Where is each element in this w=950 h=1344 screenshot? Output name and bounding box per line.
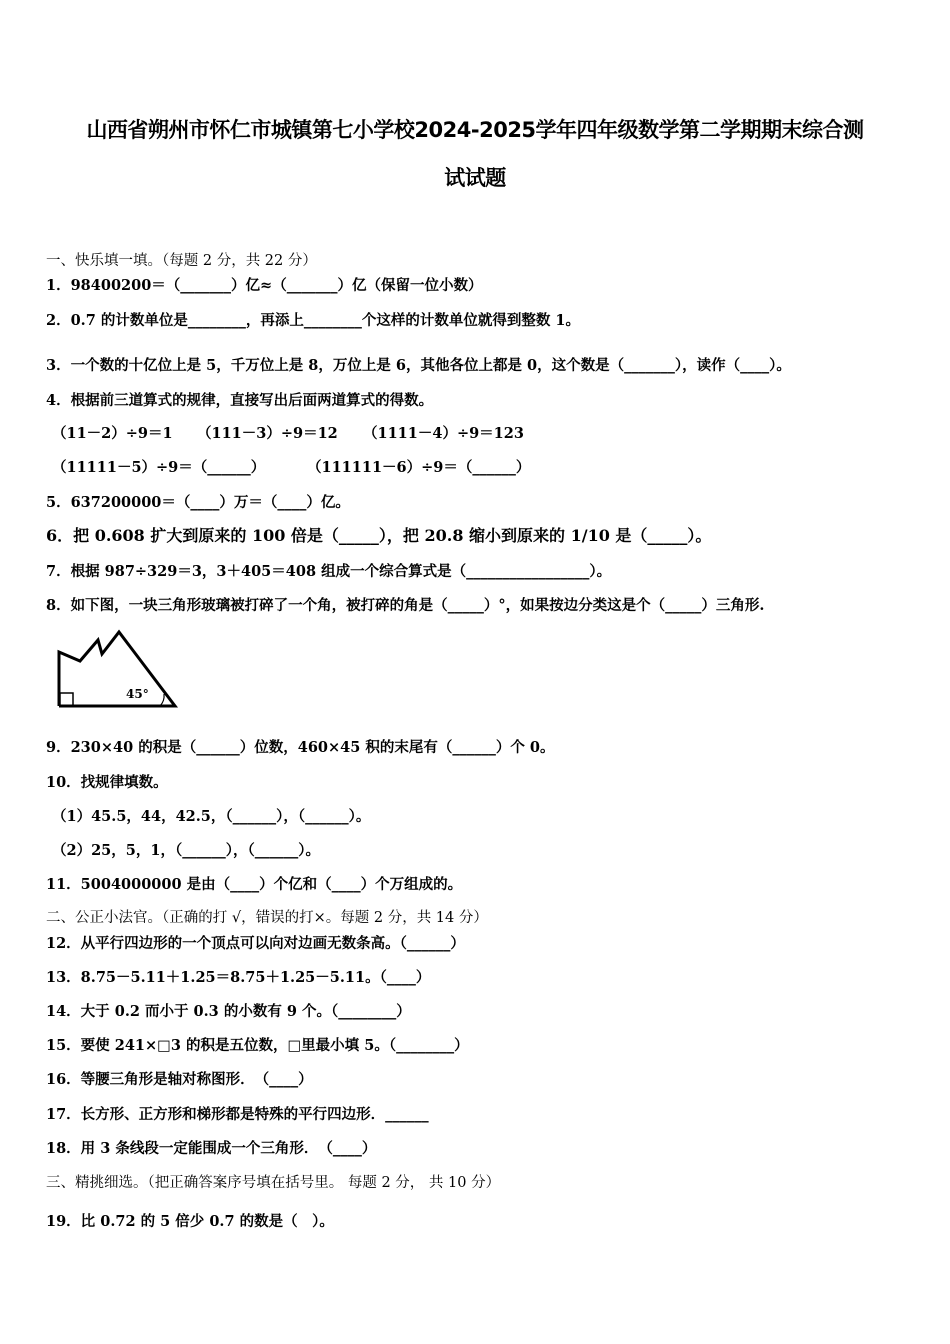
question-12: 12．从平行四边形的一个顶点可以向对边画无数条高。（______） <box>46 935 465 952</box>
broken-triangle-outline <box>59 632 175 706</box>
question-17: 17．长方形、正方形和梯形都是特殊的平行四边形．______ <box>46 1106 429 1123</box>
angle-label: 45° <box>126 687 149 701</box>
question-11: 11．5004000000 是由（____）个亿和（____）个万组成的。 <box>46 876 463 893</box>
title-line-1: 山西省朔州市怀仁市城镇第七小学校2024-2025学年四年级数学第二学期期末综合测 <box>86 118 864 142</box>
formula-4: （11111－5）÷9＝（______） <box>52 459 266 476</box>
formula-1: （11－2）÷9＝1 <box>52 425 173 442</box>
question-2: 2．0.7 的计数单位是________，再添上________个这样的计数单位就得到整数 1。 <box>46 312 580 329</box>
question-7: 7．根据 987÷329＝3，3＋405＝408 组成一个综合算式是（_________________）。 <box>46 563 612 580</box>
right-angle-marker <box>60 693 73 706</box>
question-16: 16．等腰三角形是轴对称图形． （____） <box>46 1071 313 1088</box>
question-6: 6．把 0.608 扩大到原来的 100 倍是（_____），把 20.8 缩小到原来的 1/10 是（_____）。 <box>46 526 712 545</box>
question-1: 1．98400200＝（_______）亿≈（_______）亿（保留一位小数） <box>46 277 483 294</box>
question-8: 8．如下图，一块三角形玻璃被打碎了一个角，被打碎的角是（_____）°，如果按边分类这是个（_____）三角形. <box>46 597 765 614</box>
question-5: 5．637200000＝（____）万＝（____）亿。 <box>46 494 350 511</box>
question-3: 3．一个数的十亿位上是 5，千万位上是 8，万位上是 6，其他各位上都是 0，这个数是（_______），读作（____）。 <box>46 357 791 374</box>
question-19: 19．比 0.72 的 5 倍少 0.7 的数是（ ）。 <box>46 1213 334 1230</box>
question-13: 13．8.75－5.11＋1.25＝8.75＋1.25－5.11。（____） <box>46 969 431 986</box>
section-2-heading: 二、公正小法官。（正确的打 √，错误的打×。每题 2 分，共 14 分） <box>46 910 488 926</box>
question-10: 10．找规律填数。 <box>46 774 168 791</box>
question-10-part-1: （1）45.5，44，42.5，（______），（______）。 <box>52 808 371 825</box>
formula-5: （111111－6）÷9＝（______） <box>307 459 531 476</box>
section-1-heading: 一、快乐填一填。（每题 2 分，共 22 分） <box>46 253 317 269</box>
section-3-heading: 三、精挑细选。（把正确答案序号填在括号里。 每题 2 分， 共 10 分） <box>46 1175 501 1191</box>
question-9: 9．230×40 的积是（______）位数，460×45 积的末尾有（______）个 0。 <box>46 739 555 756</box>
question-14: 14．大于 0.2 而小于 0.3 的小数有 9 个。（________） <box>46 1003 411 1020</box>
broken-triangle-figure <box>52 628 182 712</box>
formula-3: （1111－4）÷9＝123 <box>363 425 524 442</box>
question-10-part-2: （2）25，5，1，（______），（______）。 <box>52 842 320 859</box>
title-line-2: 试试题 <box>444 166 506 190</box>
question-4: 4．根据前三道算式的规律，直接写出后面两道算式的得数。 <box>46 392 434 409</box>
question-18: 18．用 3 条线段一定能围成一个三角形． （____） <box>46 1140 377 1157</box>
angle-arc <box>160 694 164 706</box>
question-15: 15．要使 241×□3 的积是五位数，□里最小填 5。（________） <box>46 1037 469 1054</box>
formula-2: （111－3）÷9＝12 <box>197 425 338 442</box>
